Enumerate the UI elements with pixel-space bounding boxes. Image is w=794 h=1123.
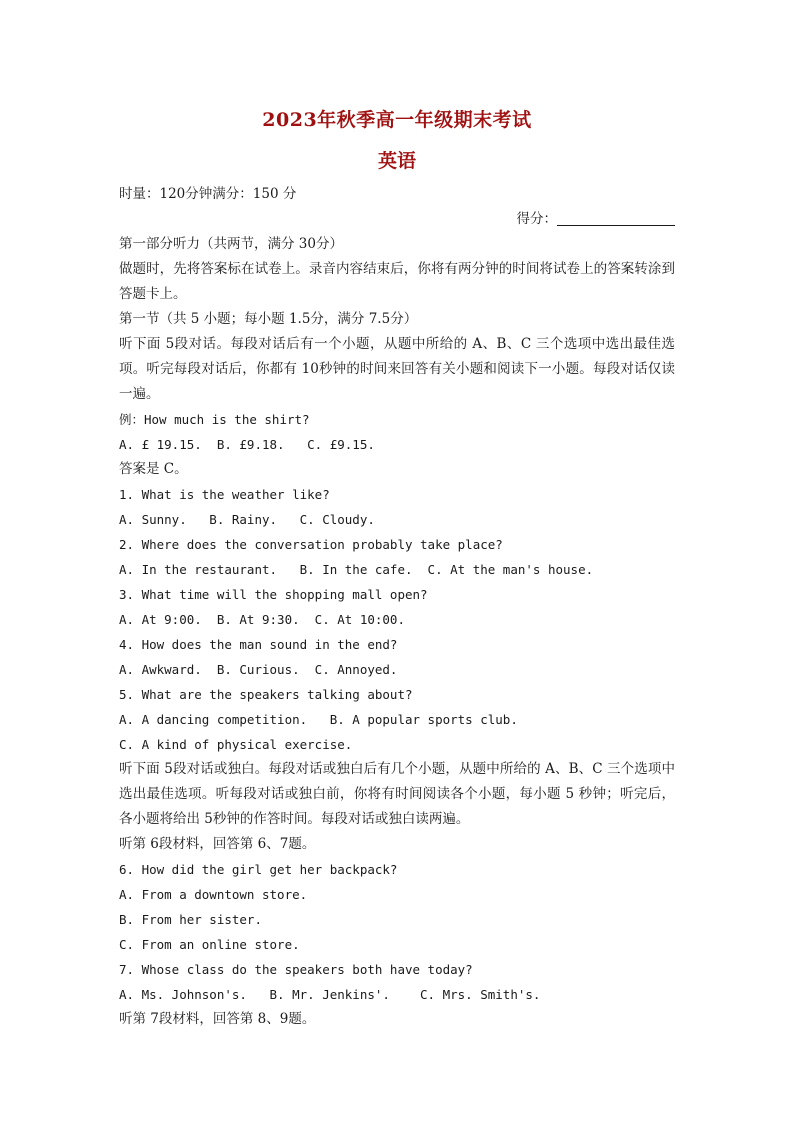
example-options: A. £ 19.15. B. £9.18. C. £9.15. xyxy=(119,437,375,452)
score-row xyxy=(119,207,675,232)
part1-heading: 第一部分听力（共两节，满分 30分） xyxy=(119,236,343,252)
question-4: 4. How does the man sound in the end? xyxy=(119,637,398,652)
section1-instructions: 听下面 5段对话。每段对话后有一个小题，从题中所给的 A、B、C 三个选项中选出最佳选项。听完每段对话后，你都有 10秒钟的时间来回答有关小题和阅读下一小题。每段对话仅读一遍。 xyxy=(119,336,675,402)
question-5-options-c: C. A kind of physical exercise. xyxy=(119,737,353,752)
score-label: 得分： xyxy=(516,211,557,227)
question-6-option-a: A. From a downtown store. xyxy=(119,887,308,902)
question-1-options: A. Sunny. B. Rainy. C. Cloudy. xyxy=(119,512,375,527)
question-4-options: A. Awkward. B. Curious. C. Annoyed. xyxy=(119,662,398,677)
exam-subject: 英语 xyxy=(377,150,416,172)
question-6: 6. How did the girl get her backpack? xyxy=(119,862,398,877)
question-6-option-b: B. From her sister. xyxy=(119,912,262,927)
question-3: 3. What time will the shopping mall open? xyxy=(119,587,428,602)
section2-instructions: 听下面 5段对话或独白。每段对话或独白后有几个小题，从题中所给的 A、B、C 三个选项中选出最佳选项。听每段对话或独白前，你将有时间阅读各个小题，每小题 5 秒钟；听完后，各小题将给出 5秒钟的作答时间。每段对话或独白读两遍。 xyxy=(119,761,675,827)
part1-instructions: 做题时，先将答案标在试卷上。录音内容结束后，你将有两分钟的时间将试卷上的答案转涂到答题卡上。 xyxy=(119,261,675,302)
score-blank[interactable] xyxy=(557,209,675,226)
question-7-options: A. Ms. Johnson's. B. Mr. Jenkins'. C. Mrs. Smith's. xyxy=(119,987,541,1002)
example-answer: 答案是 C。 xyxy=(119,461,188,477)
question-2-options: A. In the restaurant. B. In the cafe. C. At the man's house. xyxy=(119,562,594,577)
material-7-heading: 听第 7段材料，回答第 8、9题。 xyxy=(119,1011,316,1027)
question-3-options: A. At 9:00. B. At 9:30. C. At 10:00. xyxy=(119,612,405,627)
question-1: 1. What is the weather like? xyxy=(119,487,330,502)
question-6-option-c: C. From an online store. xyxy=(119,937,300,952)
question-7: 7. Whose class do the speakers both have today? xyxy=(119,962,473,977)
question-2: 2. Where does the conversation probably take place? xyxy=(119,537,503,552)
material-6-heading: 听第 6段材料，回答第 6、7题。 xyxy=(119,836,316,852)
example-question: 例：How much is the shirt? xyxy=(119,412,310,427)
exam-title: 2023年秋季高一年级期末考试 xyxy=(262,109,532,131)
question-5: 5. What are the speakers talking about? xyxy=(119,687,413,702)
question-5-options-ab: A. A dancing competition. B. A popular sports club. xyxy=(119,712,518,727)
time-score-info: 时量：120分钟满分：150 分 xyxy=(119,186,297,202)
section1-heading: 第一节（共 5 小题；每小题 1.5分，满分 7.5分） xyxy=(119,311,418,327)
exam-content xyxy=(119,182,675,1032)
